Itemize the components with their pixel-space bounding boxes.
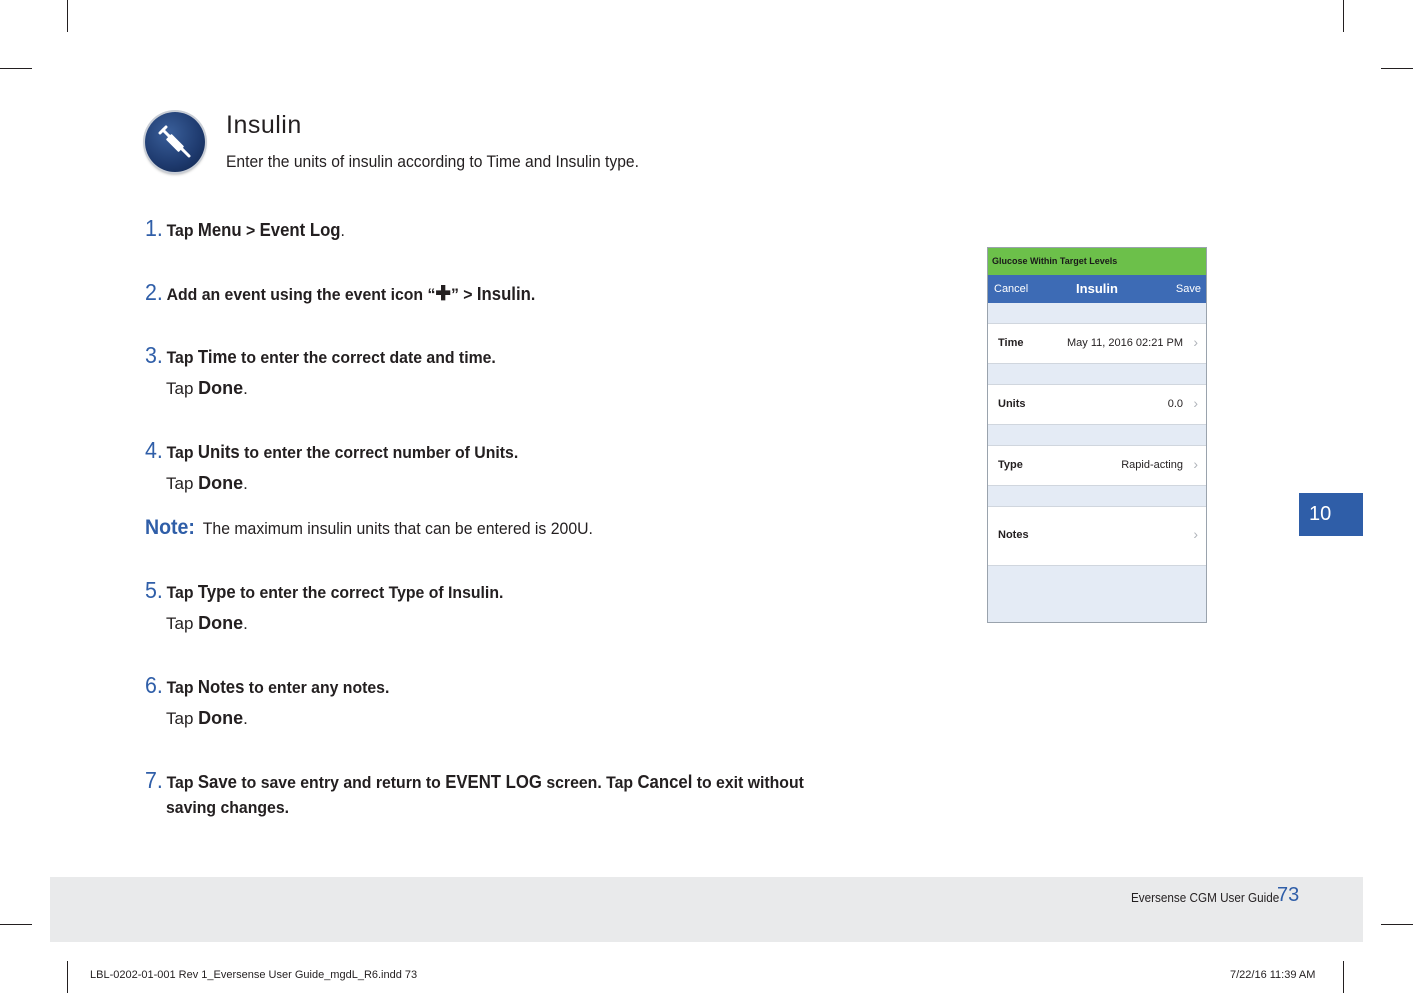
plus-icon: ✚ [435,283,451,305]
crop-mark [1343,961,1344,993]
screen-title: Insulin [1076,281,1118,296]
step-3-done: Tap Done. [166,378,248,398]
step-6-done: Tap Done. [166,708,248,728]
step-7-line-2: saving changes. [166,798,290,817]
step-4: 4. Tap Units to enter the correct number of Units. [145,437,519,463]
print-slug-date: 7/22/16 11:39 AM [1230,969,1316,981]
step-6: 6. Tap Notes to enter any notes. [145,672,390,698]
time-value: May 11, 2016 02:21 PM [1067,337,1183,349]
units-value: 0.0 [1167,398,1183,410]
save-button[interactable]: Save [1175,283,1201,295]
insulin-label: Insulin [476,284,531,304]
step-2: 2. Add an event using the event icon “✚” > Insulin. [145,279,536,305]
units-label: Units [197,442,240,462]
units-row[interactable]: Units 0.0 › [988,385,1206,425]
section-subtitle: Enter the units of insulin according to Time and Insulin type. [226,152,639,171]
cancel-button[interactable]: Cancel [994,283,1029,295]
menu-label: Menu [197,220,242,240]
page-number: 73 [1277,884,1300,906]
spacer [988,486,1206,507]
step-number: 1. [145,215,163,241]
step-4-done: Tap Done. [166,473,248,493]
step-5-done: Tap Done. [166,613,248,633]
print-slug-file: LBL-0202-01-001 Rev 1_Eversense User Guide_mgdL_R6.indd 73 [90,969,418,981]
chevron-right-icon: › [1193,334,1198,350]
spacer [988,425,1206,446]
time-label: Time [197,347,237,367]
note-label: Note: [145,516,195,539]
footer-guide-title: Eversense CGM User Guide [1131,890,1280,905]
crop-mark [1343,0,1344,32]
spacer [988,303,1206,324]
crop-mark [67,0,68,32]
crop-mark [1381,68,1413,69]
crop-mark [67,961,68,993]
footer-band [50,877,1363,942]
note-text: The maximum insulin units that can be entered is 200U. [198,519,593,538]
type-value: Rapid-acting [1121,459,1183,471]
note [145,516,593,540]
section-title: Insulin [226,111,302,139]
spacer [988,364,1206,385]
crop-mark [1381,924,1413,925]
nav-bar [988,275,1206,303]
type-row[interactable]: Type Rapid-acting › [988,446,1206,486]
event-log-screen-label: EVENT LOG [445,772,542,792]
step-3: 3. Tap Time to enter the correct date and time. [145,342,496,368]
step-1: 1. Tap Menu > Event Log. [145,215,345,241]
chevron-right-icon: › [1193,526,1198,542]
phone-screenshot [987,247,1207,623]
cancel-label: Cancel [637,772,693,792]
type-label: Type [197,582,236,602]
glucose-status-bar: Glucose Within Target Levels [988,248,1206,275]
chevron-right-icon: › [1193,456,1198,472]
chevron-right-icon: › [1193,395,1198,411]
crop-mark [0,68,32,69]
crop-mark [0,924,32,925]
syringe-icon [145,112,205,172]
notes-row[interactable]: Notes › [988,507,1206,566]
step-7: 7. Tap Save to save entry and return to EVENT LOG screen. Tap Cancel to exit without [145,767,804,793]
notes-label: Notes [197,677,245,697]
step-5: 5. Tap Type to enter the correct Type of Insulin. [145,577,504,603]
save-label: Save [197,772,237,792]
chapter-tab: 10 [1299,493,1363,536]
event-log-label: Event Log [259,220,341,240]
time-row[interactable]: Time May 11, 2016 02:21 PM › [988,324,1206,364]
